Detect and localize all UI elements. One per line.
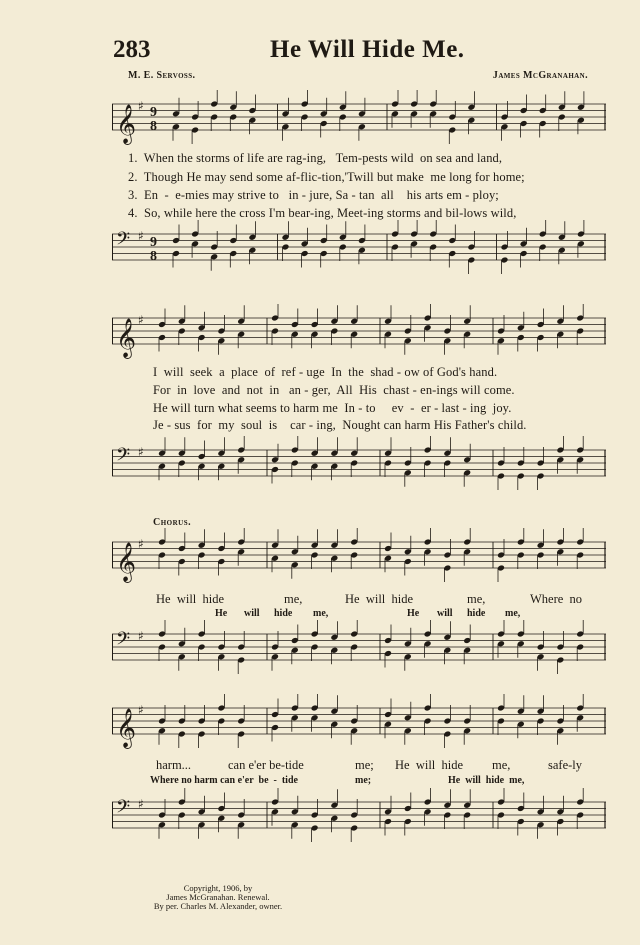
sharp-icon: ♯ [138,703,144,717]
copyright-line: Copyright, 1906, by [183,883,253,893]
copyright-line: By per. Charles M. Alexander, owner. [153,901,283,911]
treble-staff-chorus-1 [112,528,606,588]
verse-3-line-1: 3. En - e-mies may strive to in - jure, Sa - tan all his arts em - ploy; [128,188,499,202]
bass-clef-icon: 𝄢 [116,445,131,470]
sharp-icon: ♯ [138,445,144,459]
verse-1-line-1: 1. When the storms of life are rag-ing, Tem-pests wild on sea and land, [128,151,503,165]
copyright-line: James McGranahan. Renewal. [166,892,270,902]
hymn-number: 283 [113,36,151,63]
chorus-1-alto-lyric: hide [467,608,486,619]
treble-staff [112,90,606,150]
bass-staff [112,620,606,680]
bass-clef-icon: 𝄢 [116,629,131,654]
chorus-2-lyric: me, [492,758,511,772]
verse-3-line-2: He will turn what seems to harm me In - to ev - er - last - ing joy. [153,401,512,415]
time-signature-denominator: 8 [150,119,157,134]
chorus-1-lyric: He will hide [156,592,225,606]
chorus-label: Chorus. [153,517,192,528]
verse-2-line-1: 2. Though He may send some af-flic-tion,'Twill but make me long for home; [128,170,525,184]
sharp-icon: ♯ [138,797,144,811]
treble-staff-system-2 [112,304,606,364]
chorus-2-lyric: He will hide [395,758,464,772]
chorus-1-alto-lyric: me, [313,608,329,619]
verse-1-line-2: I will seek a place of ref - uge In the shad - ow of God's hand. [153,365,498,379]
bass-staff-system-2 [112,436,606,502]
treble-staff [112,694,606,758]
chorus-1-alto-lyric: will [244,608,260,619]
treble-staff-chorus-2 [112,694,606,758]
copyright-notice [118,884,318,911]
bass-staff-chorus-2 [112,788,606,850]
chorus-2-alto-lyric: Where no harm can e'er be - tide [150,775,298,786]
bass-staff [112,788,606,850]
treble-clef-icon: 𝄞 [116,318,137,358]
chorus-1-lyric: me, [467,592,486,606]
chorus-2-lyric: can e'er be-tide [228,758,304,772]
chorus-1-lyric: He will hide [345,592,414,606]
chorus-2-alto-lyric: me; [355,775,372,786]
chorus-1-alto-lyric: me, [505,608,521,619]
verse-2-line-2: For in love and not in an - ger, All His chast - en-ings will come. [153,383,515,397]
chorus-1-lyric: Where no [530,592,583,606]
chorus-1-alto-lyric: hide [274,608,293,619]
lyricist-credit: M. E. Servoss. [128,70,196,81]
bass-clef-icon: 𝄢 [116,797,131,822]
hymn-title: He Will Hide Me. [270,36,465,63]
chorus-2-alto-lyric: He will hide me, [448,775,525,786]
bass-staff-system-1 [112,220,606,286]
time-signature-denominator: 8 [150,249,157,264]
treble-clef-icon: 𝄞 [116,708,137,748]
chorus-1-alto-lyric: He [407,608,420,619]
chorus-1-alto-lyric: will [437,608,453,619]
sharp-icon: ♯ [138,229,144,243]
treble-clef-icon: 𝄞 [116,104,137,144]
treble-staff [112,304,606,364]
composer-credit: James McGranahan. [492,70,588,81]
chorus-2-lyric: harm... [156,758,192,772]
verse-4-line-1: 4. So, while here the cross I'm bear-ing, Meet-ing storms and bil-lows wild, [128,206,517,220]
sharp-icon: ♯ [138,313,144,327]
bass-clef-icon: 𝄢 [116,229,131,254]
time-signature-numerator: 9 [150,105,157,120]
treble-staff-system-1 [112,90,606,150]
chorus-1-alto-lyric: He [215,608,228,619]
sharp-icon: ♯ [138,537,144,551]
verse-4-line-2: Je - sus for my soul is car - ing, Nought can harm His Father's child. [153,418,527,432]
sharp-icon: ♯ [138,99,144,113]
bass-staff-chorus-1 [112,620,606,680]
chorus-2-lyric: safe-ly [548,758,583,772]
sharp-icon: ♯ [138,629,144,643]
bass-staff [112,436,606,502]
treble-clef-icon: 𝄞 [116,542,137,582]
chorus-1-lyric: me, [284,592,303,606]
treble-staff [112,528,606,588]
chorus-2-lyric: me; [355,758,374,772]
time-signature-numerator: 9 [150,235,157,250]
bass-staff [112,220,606,286]
